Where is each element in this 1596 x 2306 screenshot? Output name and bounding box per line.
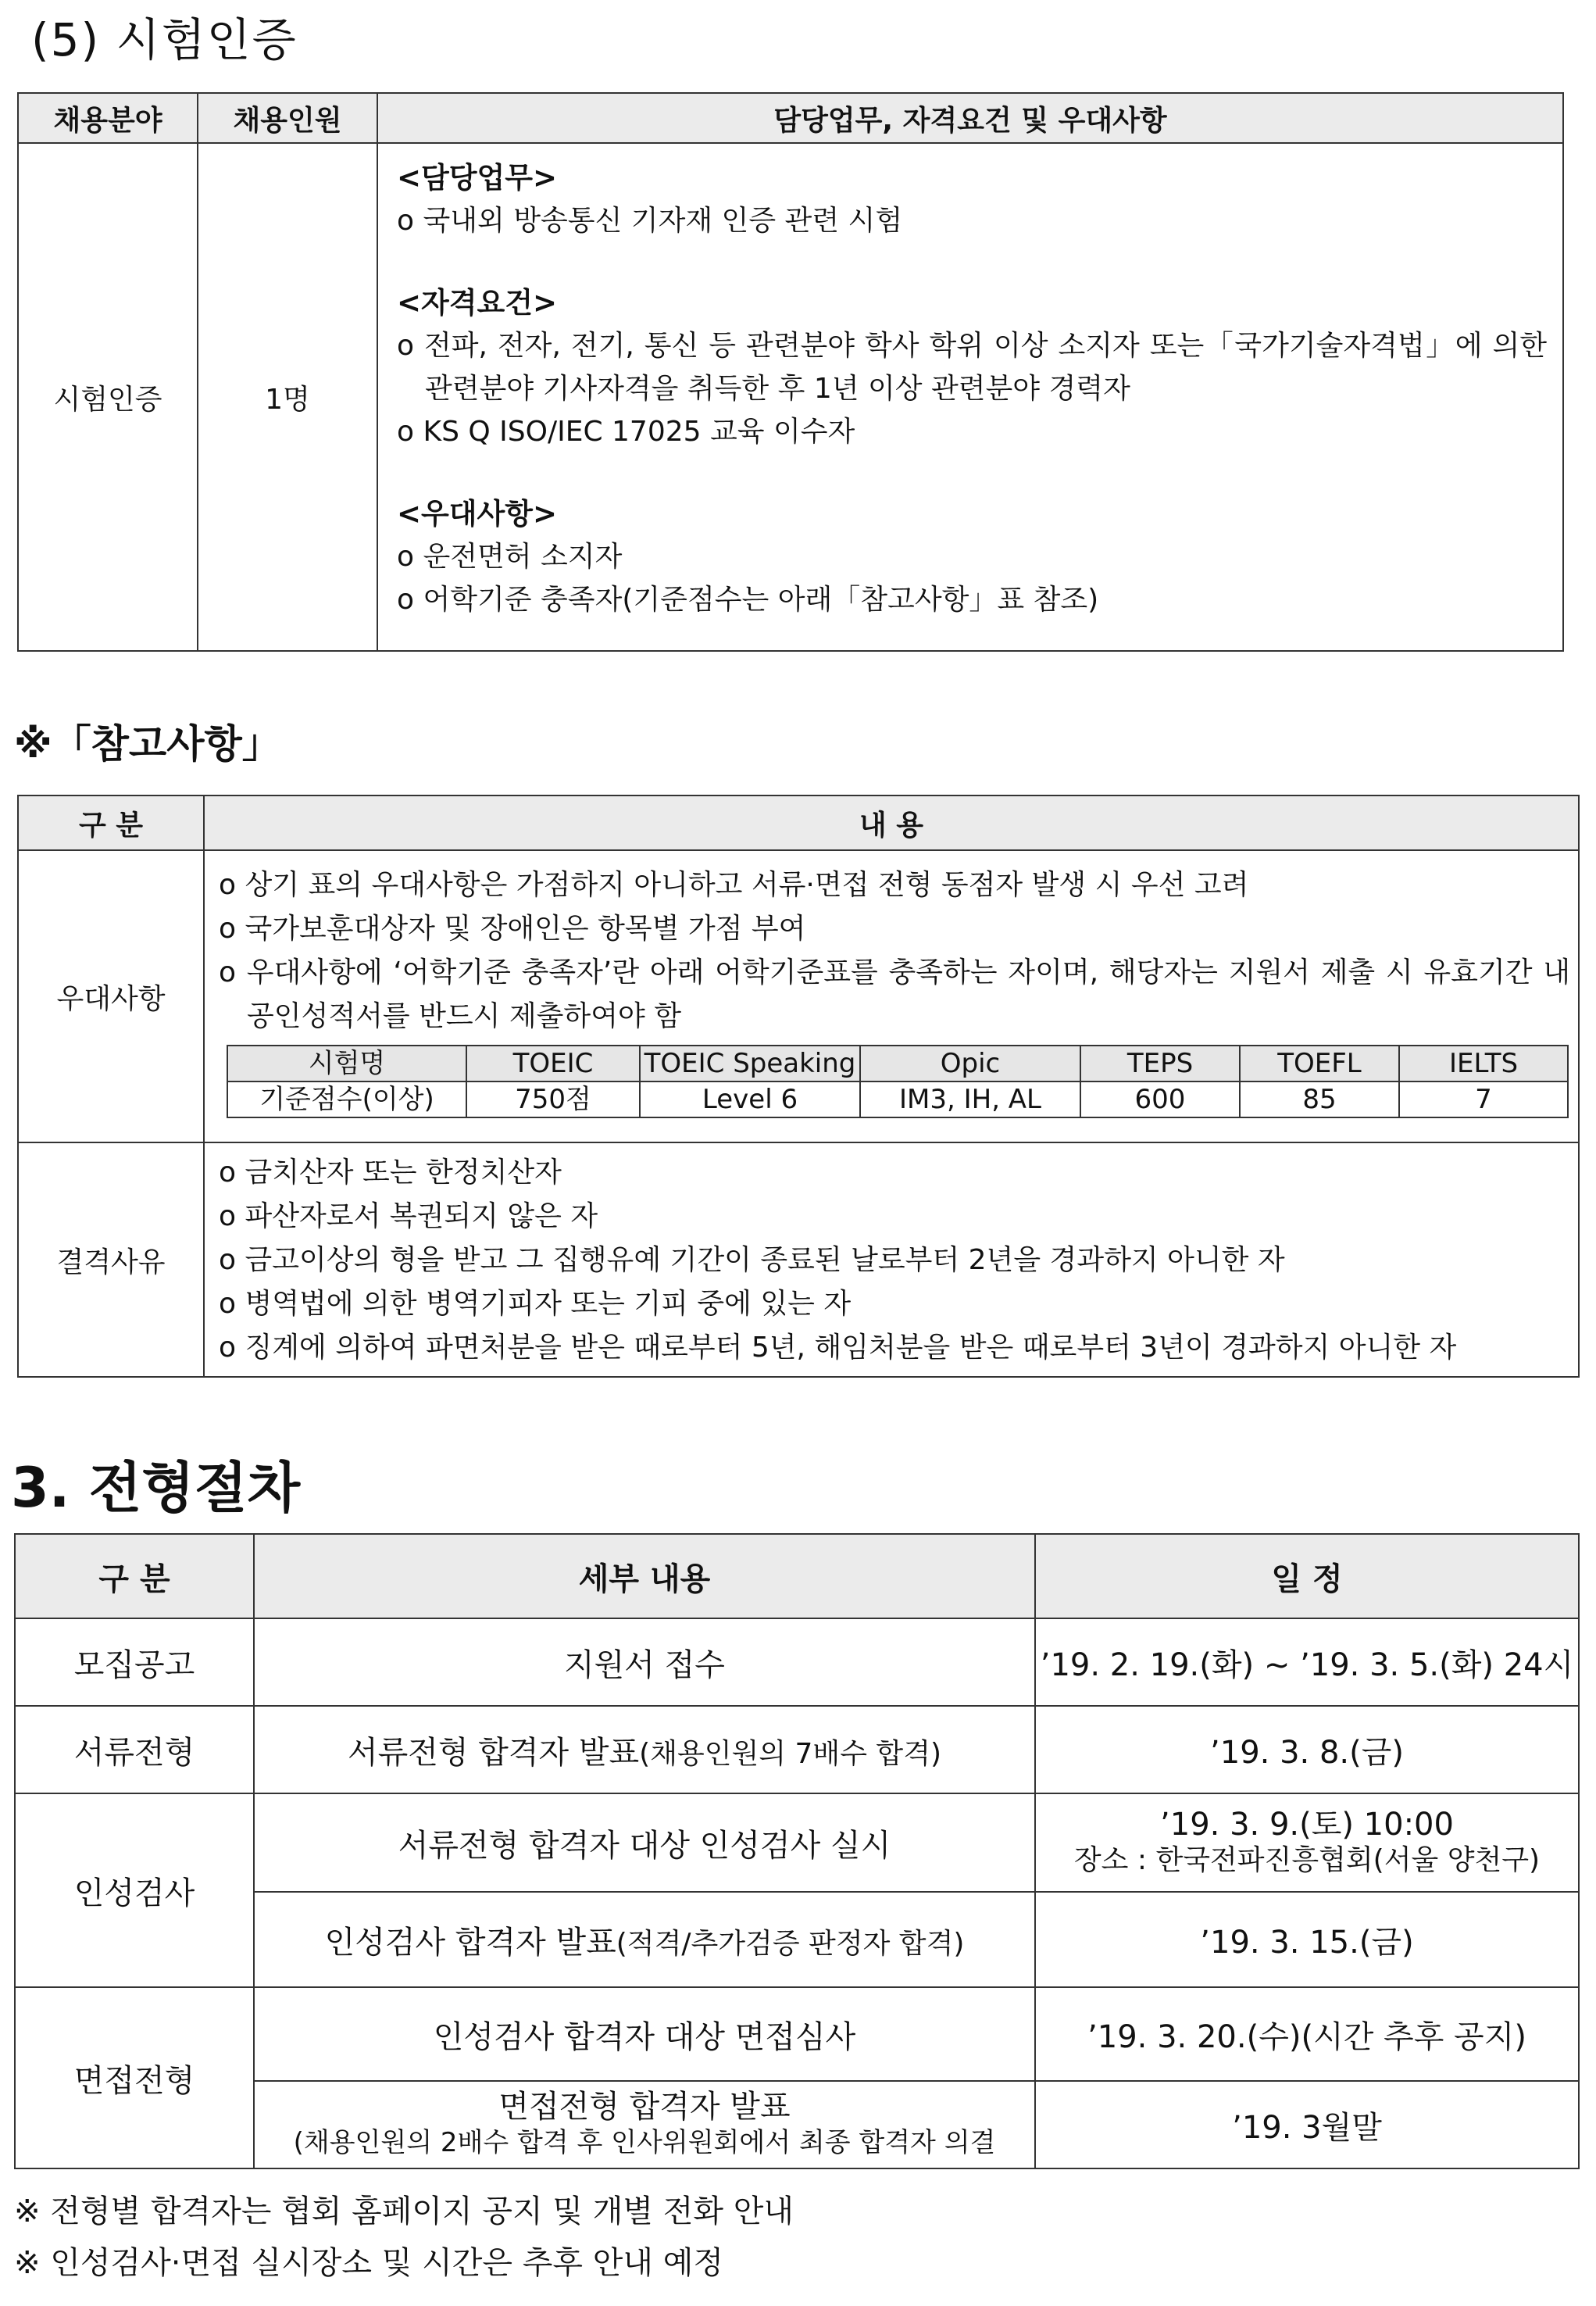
lang-val-0: 기준점수(이상) — [227, 1081, 466, 1117]
proc-r3-label: 인성검사 — [15, 1793, 254, 1987]
proc-r2-date: ’19. 3. 8.(금) — [1035, 1706, 1579, 1793]
s5-header-count: 채용인원 — [198, 93, 377, 143]
proc-r4b-date: ’19. 3월말 — [1035, 2081, 1579, 2168]
lang-head-5: TOEFL — [1240, 1046, 1399, 1081]
process-title: 3. 전형절차 — [11, 1456, 301, 1520]
proc-r3b-detail-note: (적격/추가검증 판정자 합격) — [616, 1927, 965, 1960]
note-2: ※ 인성검사·면접 실시장소 및 시간은 추후 안내 예정 — [14, 2245, 724, 2281]
ref-pref-label: 우대사항 — [18, 850, 204, 1142]
proc-header-detail: 세부 내용 — [254, 1534, 1035, 1618]
s5-count: 1명 — [198, 143, 377, 651]
ref-table — [17, 795, 1580, 1378]
ref-header-content: 내 용 — [204, 795, 1579, 850]
disq-item-3: o 금고이상의 형을 받고 그 집행유예 기간이 종료된 날로부터 2년을 경과하지 아니한 자 — [219, 1244, 1285, 1276]
lang-val-1: 750점 — [466, 1081, 640, 1117]
ref-title: ※「참고사항」 — [14, 721, 281, 767]
ref-pref-item-3: o 우대사항에 ‘어학기준 충족자’란 아래 어학기준표를 충족하는 자이며, 해당자는 지원서 제출 시 유효기간 내 공인성적서를 반드시 제출하여야 함 — [219, 956, 1570, 1032]
ref-pref-item-1: o 상기 표의 우대사항은 가점하지 아니하고 서류·면접 전형 동점자 발생 시 우선 고려 — [219, 869, 1249, 901]
pref-item-1: o 운전면허 소지자 — [397, 541, 623, 573]
lang-head-1: TOEIC — [466, 1046, 640, 1081]
ref-pref-item-2: o 국가보훈대상자 및 장애인은 항목별 가점 부여 — [219, 913, 806, 945]
s5-desc — [377, 143, 1563, 651]
ref-disq-content — [204, 1142, 1579, 1377]
proc-r1-date: ’19. 2. 19.(화) ~ ’19. 3. 5.(화) 24시 — [1035, 1618, 1579, 1706]
qual-heading: <자격요건> — [397, 286, 557, 320]
duty-item: o 국내외 방송통신 기자재 인증 관련 시험 — [397, 205, 903, 237]
qual-item-1: o 전파, 전자, 전기, 통신 등 관련분야 학사 학위 이상 소지자 또는「국가기술자격법」에 의한 관련분야 기사자격을 취득한 후 1년 이상 관련분야 경력자 — [397, 330, 1547, 405]
lang-head-2: TOEIC Speaking — [640, 1046, 860, 1081]
proc-r2-detail — [254, 1706, 1035, 1793]
ref-pref-content — [204, 850, 1579, 1142]
proc-r4a-detail: 인성검사 합격자 대상 면접심사 — [254, 1987, 1035, 2081]
proc-r4-label: 면접전형 — [15, 1987, 254, 2168]
proc-r3a-date — [1035, 1793, 1579, 1892]
proc-header-date: 일 정 — [1035, 1534, 1579, 1618]
proc-r4b-detail — [254, 2081, 1035, 2168]
proc-r1-detail: 지원서 접수 — [254, 1618, 1035, 1706]
lang-head-3: Opic — [860, 1046, 1080, 1081]
lang-val-4: 600 — [1080, 1081, 1240, 1117]
pref-heading: <우대사항> — [397, 497, 557, 531]
disq-item-1: o 금치산자 또는 한정치산자 — [219, 1157, 562, 1189]
process-table — [14, 1533, 1580, 2169]
s5-table — [17, 92, 1564, 652]
proc-r2-detail-main: 서류전형 합격자 발표 — [347, 1734, 640, 1771]
proc-r1-label: 모집공고 — [15, 1618, 254, 1706]
lang-val-2: Level 6 — [640, 1081, 860, 1117]
proc-r2-detail-note: (채용인원의 7배수 합격) — [639, 1737, 942, 1770]
proc-r3a-place: 장소 : 한국전파진흥협회(서울 양천구) — [1073, 1844, 1541, 1876]
duty-heading: <담당업무> — [397, 161, 557, 195]
s5-field: 시험인증 — [18, 143, 198, 651]
lang-val-3: IM3, IH, AL — [860, 1081, 1080, 1117]
section-title-5: (5) 시험인증 — [31, 13, 298, 66]
s5-header-field: 채용분야 — [18, 93, 198, 143]
proc-r4a-date: ’19. 3. 20.(수)(시간 추후 공지) — [1035, 1987, 1579, 2081]
disq-item-5: o 징계에 의하여 파면처분을 받은 때로부터 5년, 해임처분을 받은 때로부터 3년이 경과하지 아니한 자 — [219, 1332, 1457, 1364]
proc-r3b-detail-main: 인성검사 합격자 발표 — [324, 1924, 616, 1961]
lang-table — [227, 1045, 1569, 1118]
ref-disq-label: 결격사유 — [18, 1142, 204, 1377]
disq-item-2: o 파산자로서 복권되지 않은 자 — [219, 1200, 598, 1232]
ref-header-category: 구 분 — [18, 795, 204, 850]
proc-r3a-detail: 서류전형 합격자 대상 인성검사 실시 — [254, 1793, 1035, 1892]
proc-r3a-datetime: ’19. 3. 9.(토) 10:00 — [1160, 1807, 1454, 1843]
lang-head-6: IELTS — [1399, 1046, 1568, 1081]
note-1: ※ 전형별 합격자는 협회 홈페이지 공지 및 개별 전화 안내 — [14, 2193, 794, 2229]
proc-r3b-detail — [254, 1892, 1035, 1987]
lang-head-0: 시험명 — [227, 1046, 466, 1081]
pref-item-2: o 어학기준 충족자(기준점수는 아래「참고사항」표 참조) — [397, 584, 1099, 616]
lang-val-5: 85 — [1240, 1081, 1399, 1117]
proc-r4b-detail-note: (채용인원의 2배수 합격 후 인사위원회에서 최종 합격자 의결 — [293, 2127, 996, 2158]
proc-r2-label: 서류전형 — [15, 1706, 254, 1793]
disq-item-4: o 병역법에 의한 병역기피자 또는 기피 중에 있는 자 — [219, 1288, 852, 1320]
proc-r4b-detail-main: 면접전형 합격자 발표 — [498, 2089, 791, 2125]
lang-head-4: TEPS — [1080, 1046, 1240, 1081]
qual-item-2: o KS Q ISO/IEC 17025 교육 이수자 — [397, 416, 855, 448]
proc-r3b-date: ’19. 3. 15.(금) — [1035, 1892, 1579, 1987]
lang-val-6: 7 — [1399, 1081, 1568, 1117]
s5-header-desc: 담당업무, 자격요건 및 우대사항 — [377, 93, 1563, 143]
proc-header-category: 구 분 — [15, 1534, 254, 1618]
